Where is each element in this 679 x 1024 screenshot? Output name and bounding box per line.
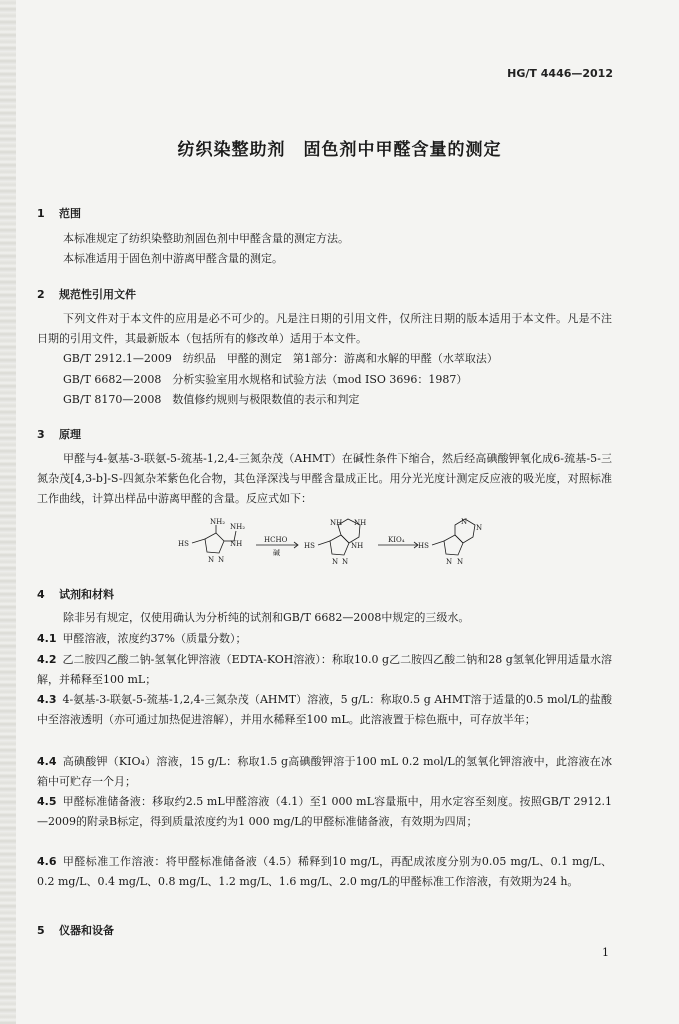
reference-2: GB/T 6682—2008 分析实验室用水规格和试验方法（mod ISO 3696：1987） (63, 373, 468, 386)
label-nh2-2: NH₂ (230, 523, 246, 531)
label-hs-3: HS (418, 542, 429, 550)
normative-intro: 下列文件对于本文件的应用是必不可少的。凡是注日期的引用文件，仅所注日期的版本适用于本文件。凡是不注日期的引用文件，其最新版本（包括所有的修改单）适用于本文件。 (37, 312, 612, 345)
reagents-intro: 除非另有规定，仅使用确认为分析纯的试剂和GB/T 6682—2008中规定的三级水。 (63, 611, 470, 624)
label-n-7: N (446, 558, 453, 566)
molecule3-ring (444, 535, 463, 555)
standard-number: HG/T 4446—2012 (507, 67, 613, 80)
label-n-1: N (208, 556, 215, 564)
label-hs-1: HS (178, 540, 189, 548)
reaction-scheme (170, 517, 510, 573)
reagent-item-4-3: 4.3 4-氨基-3-联氨-5-巯基-1,2,4-三氮杂茂（AHMT）溶液，5 g/L：称取0.5 g AHMT溶于适量的0.5 mol/L的盐酸中至溶液透明（亦可通过加热促进溶解），并用水稀释至100 mL。此溶液置于棕色瓶中，可存放半年； (37, 693, 612, 726)
section-heading-1: 1 范围 (37, 207, 81, 220)
label-nh2-1: NH₂ (210, 518, 226, 526)
reference-3: GB/T 8170—2008 数值修约规则与极限数值的表示和判定 (63, 393, 360, 406)
section-heading-3: 3 原理 (37, 428, 81, 441)
label-n-2: N (218, 556, 225, 564)
scope-line-2: 本标准适用于固色剂中游离甲醛含量的测定。 (63, 252, 283, 265)
section-heading-5: 5 仪器和设备 (37, 924, 114, 937)
label-n-3: N (332, 558, 339, 566)
page-number: 1 (602, 946, 609, 959)
reagent-item-4-4: 4.4 高碘酸钾（KIO₄）溶液，15 g/L：称取1.5 g高碘酸钾溶于100 mL 0.2 mol/L的氢氧化钾溶液中，此溶液在冰箱中可贮存一个月； (37, 755, 612, 788)
label-n-4: N (342, 558, 349, 566)
page-title (0, 135, 679, 160)
title-part2: 固色剂中甲醛含量的测定 (303, 140, 502, 160)
label-n-6: N (476, 524, 483, 532)
reagent-item-4-6: 4.6 甲醛标准工作溶液：将甲醛标准储备液（4.5）稀释到10 mg/L，再配成浓度分别为0.05 mg/L、0.1 mg/L、0.2 mg/L、0.4 mg/L、0.8 mg/L、1.2 mg/L、1.6 mg/L、2.0 mg/L的甲醛标准工作溶液，有效期为24 h。 (37, 855, 612, 888)
reagent-hcho: HCHO (264, 536, 288, 544)
label-nh-1: NH (230, 540, 243, 548)
label-n-8: N (457, 558, 464, 566)
condition-alkali: 碱 (273, 549, 280, 557)
reference-1: GB/T 2912.1—2009 纺织品 甲醛的测定 第1部分：游离和水解的甲醛（水萃取法） (63, 352, 498, 365)
label-nh-2: NH (330, 519, 343, 527)
section-heading-4: 4 试剂和材料 (37, 588, 114, 601)
reagent-item-4-2: 4.2 乙二胺四乙酸二钠-氢氧化钾溶液（EDTA-KOH溶液）：称取10.0 g乙二胺四乙酸二钠和28 g氢氧化钾用适量水溶解，并稀释至100 mL； (37, 653, 612, 686)
label-hs-2: HS (304, 542, 315, 550)
label-nh-3: NH (354, 519, 367, 527)
principle-text: 甲醛与4-氨基-3-联氨-5-巯基-1,2,4-三氮杂茂（AHMT）在碱性条件下缩合，然后经高碘酸钾氧化成6-巯基-5-三氮杂茂[4,3-b]-S-四氮杂苯紫色化合物，其色泽深浅与甲醛含量成正比。用分光光度计测定反应液的吸光度，对照标准工作曲线，计算出样品中游离甲醛的含量。反应式如下： (37, 452, 612, 505)
scope-line-1: 本标准规定了纺织染整助剂固色剂中甲醛含量的测定方法。 (63, 232, 349, 245)
reagent-item-4-5: 4.5 甲醛标准储备液：移取约2.5 mL甲醛溶液（4.1）至1 000 mL容量瓶中，用水定容至刻度。按照GB/T 2912.1—2009的附录B标定，得到质量浓度约为1 000 mg/L的甲醛标准储备液，有效期为四周； (37, 795, 612, 828)
molecule2-ring (330, 535, 349, 555)
reagent-item-4-1: 4.1 甲醛溶液，浓度约37%（质量分数）； (37, 632, 247, 645)
title-part1: 纺织染整助剂 (177, 140, 286, 160)
section-heading-2: 2 规范性引用文件 (37, 288, 136, 301)
reagent-kio4: KIO₄ (388, 536, 405, 544)
label-nh-4: NH (351, 542, 364, 550)
molecule1-ring (205, 533, 224, 553)
label-n-5: N (461, 518, 468, 526)
